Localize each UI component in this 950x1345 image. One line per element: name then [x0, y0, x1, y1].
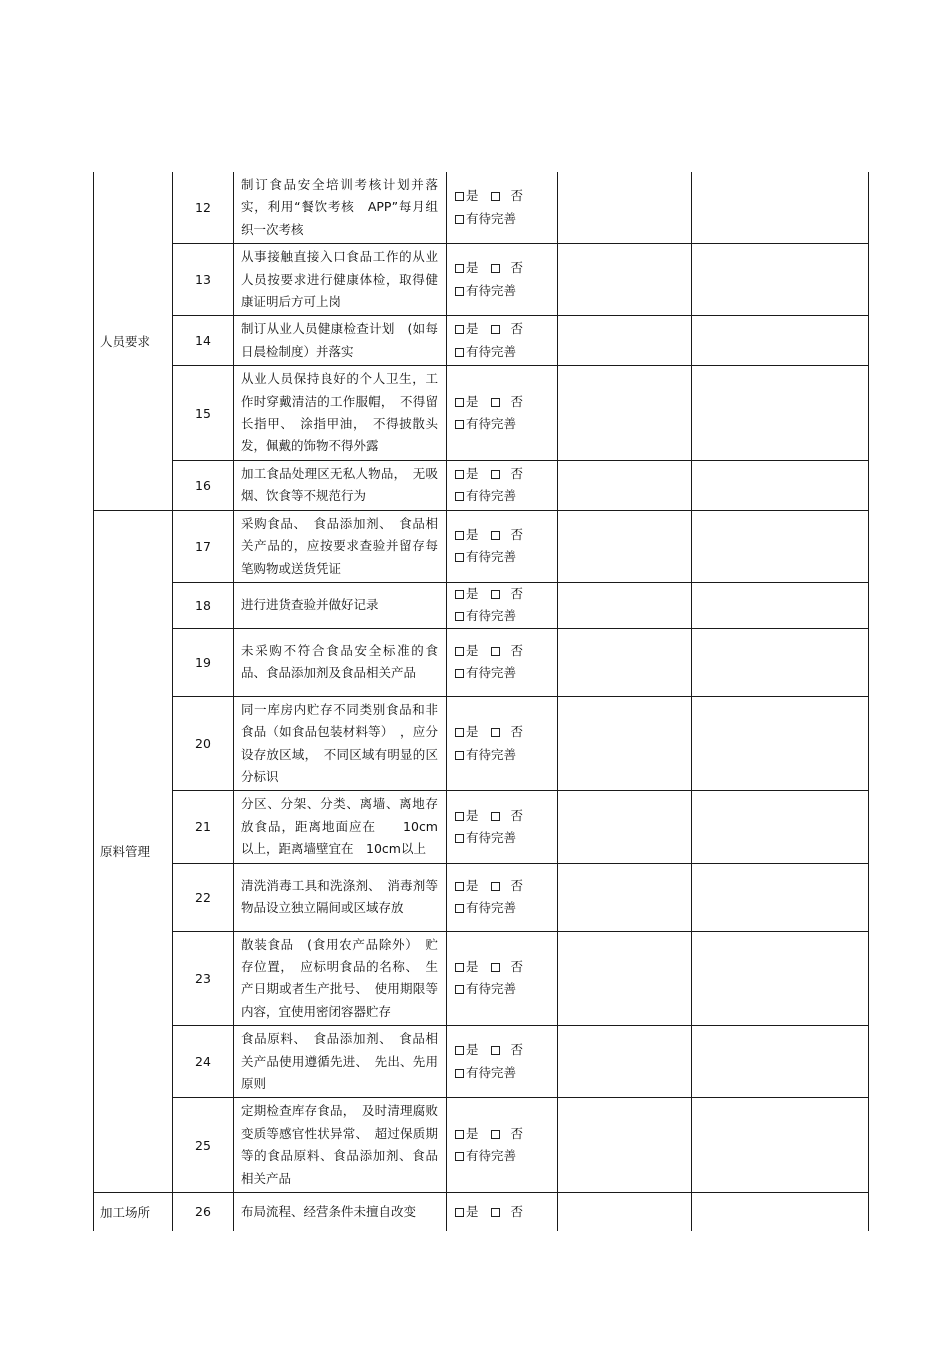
item-text: 从业人员保持良好的个人卫生，工作时穿戴清洁的工作服帽， 不得留长指甲、 涂指甲油， 不得披散头发，佩戴的饰物不得外露	[234, 366, 447, 461]
improve-checkbox[interactable]	[455, 348, 464, 357]
options-cell: 是 否 有待完善	[447, 244, 558, 316]
improve-checkbox[interactable]	[455, 985, 464, 994]
item-number: 16	[173, 460, 234, 510]
yes-checkbox[interactable]	[455, 325, 464, 334]
no-checkbox[interactable]	[491, 264, 500, 273]
options-cell: 是 否 有待完善	[447, 316, 558, 366]
blank-cell	[692, 244, 869, 316]
blank-cell	[558, 1026, 692, 1098]
blank-cell	[692, 1098, 869, 1193]
improve-checkbox[interactable]	[455, 751, 464, 760]
options-cell: 是 否 有待完善	[447, 460, 558, 510]
yes-checkbox[interactable]	[455, 264, 464, 273]
blank-cell	[692, 863, 869, 931]
improve-checkbox[interactable]	[455, 420, 464, 429]
blank-cell	[692, 510, 869, 582]
item-text: 散装食品 (食用农产品除外） 贮存位置， 应标明食品的名称、 生产日期或者生产批号、 使用期限等内容，宜使用密闭容器贮存	[234, 931, 447, 1026]
item-text: 分区、分架、分类、离墙、离地存放食品，距离地面应在 10cm以上，距离墙壁宜在 10cm以上	[234, 791, 447, 863]
table-row	[94, 791, 869, 863]
options-cell: 是 否 有待完善	[447, 863, 558, 931]
table-row	[94, 172, 869, 244]
item-number: 24	[173, 1026, 234, 1098]
table-row	[94, 696, 869, 791]
blank-cell	[558, 696, 692, 791]
table-row	[94, 628, 869, 696]
table-row	[94, 244, 869, 316]
no-checkbox[interactable]	[491, 882, 500, 891]
category-cell: 原料管理	[94, 510, 173, 1192]
improve-checkbox[interactable]	[455, 612, 464, 621]
item-text: 从事接触直接入口食品工作的从业人员按要求进行健康体检，取得健康证明后方可上岗	[234, 244, 447, 316]
item-number: 26	[173, 1193, 234, 1231]
yes-checkbox[interactable]	[455, 963, 464, 972]
blank-cell	[692, 1193, 869, 1231]
blank-cell	[558, 628, 692, 696]
blank-cell	[558, 582, 692, 628]
blank-cell	[692, 931, 869, 1026]
blank-cell	[558, 244, 692, 316]
item-number: 17	[173, 510, 234, 582]
yes-checkbox[interactable]	[455, 470, 464, 479]
table-row	[94, 863, 869, 931]
yes-checkbox[interactable]	[455, 1208, 464, 1217]
item-text: 清洗消毒工具和洗涤剂、 消毒剂等物品设立独立隔间或区域存放	[234, 863, 447, 931]
yes-checkbox[interactable]	[455, 398, 464, 407]
options-cell: 是 否 有待完善	[447, 791, 558, 863]
item-number: 18	[173, 582, 234, 628]
options-cell: 是 否 有待完善	[447, 696, 558, 791]
options-cell: 是 否	[447, 1193, 558, 1231]
category-cell: 加工场所	[94, 1193, 173, 1231]
options-cell: 是 否 有待完善	[447, 1098, 558, 1193]
item-number: 25	[173, 1098, 234, 1193]
item-number: 13	[173, 244, 234, 316]
table-row	[94, 510, 869, 582]
table-row	[94, 1026, 869, 1098]
item-number: 21	[173, 791, 234, 863]
item-number: 19	[173, 628, 234, 696]
item-text: 定期检查库存食品， 及时清理腐败变质等感官性状异常、 超过保质期等的食品原料、食品添加剂、食品相关产品	[234, 1098, 447, 1193]
item-text: 未采购不符合食品安全标准的食品、食品添加剂及食品相关产品	[234, 628, 447, 696]
options-cell: 是 否 有待完善	[447, 510, 558, 582]
yes-checkbox[interactable]	[455, 531, 464, 540]
item-number: 22	[173, 863, 234, 931]
table-row	[94, 460, 869, 510]
no-checkbox[interactable]	[491, 812, 500, 821]
table-row	[94, 1098, 869, 1193]
yes-checkbox[interactable]	[455, 812, 464, 821]
options-cell: 是 否 有待完善	[447, 582, 558, 628]
improve-checkbox[interactable]	[455, 492, 464, 501]
blank-cell	[558, 460, 692, 510]
improve-checkbox[interactable]	[455, 834, 464, 843]
yes-checkbox[interactable]	[455, 192, 464, 201]
options-cell: 是 否 有待完善	[447, 1026, 558, 1098]
blank-cell	[692, 582, 869, 628]
table-row	[94, 582, 869, 628]
blank-cell	[692, 791, 869, 863]
no-checkbox[interactable]	[491, 531, 500, 540]
category-cell: 人员要求	[94, 172, 173, 510]
improve-checkbox[interactable]	[455, 215, 464, 224]
blank-cell	[558, 1193, 692, 1231]
options-cell: 是 否 有待完善	[447, 172, 558, 244]
blank-cell	[692, 172, 869, 244]
checklist-table	[93, 172, 869, 1231]
item-text: 同一库房内贮存不同类别食品和非食品（如食品包装材料等） ，应分设存放区域， 不同区域有明显的区分标识	[234, 696, 447, 791]
no-checkbox[interactable]	[491, 1130, 500, 1139]
no-checkbox[interactable]	[491, 590, 500, 599]
blank-cell	[558, 931, 692, 1026]
improve-checkbox[interactable]	[455, 1069, 464, 1078]
item-number: 14	[173, 316, 234, 366]
item-text: 采购食品、 食品添加剂、 食品相关产品的，应按要求查验并留存每笔购物或送货凭证	[234, 510, 447, 582]
blank-cell	[692, 628, 869, 696]
item-text: 制订食品安全培训考核计划并落实，利用“餐饮考核 APP”每月组织一次考核	[234, 172, 447, 244]
table-row	[94, 1193, 869, 1231]
yes-checkbox[interactable]	[455, 647, 464, 656]
no-checkbox[interactable]	[491, 1208, 500, 1217]
item-text: 食品原料、 食品添加剂、 食品相关产品使用遵循先进、 先出、先用原则	[234, 1026, 447, 1098]
blank-cell	[558, 316, 692, 366]
item-text: 布局流程、经营条件未擅自改变	[234, 1193, 447, 1231]
yes-checkbox[interactable]	[455, 1130, 464, 1139]
yes-checkbox[interactable]	[455, 882, 464, 891]
no-checkbox[interactable]	[491, 398, 500, 407]
no-checkbox[interactable]	[491, 728, 500, 737]
item-number: 23	[173, 931, 234, 1026]
item-text: 制订从业人员健康检查计划 (如每日晨检制度）并落实	[234, 316, 447, 366]
no-checkbox[interactable]	[491, 470, 500, 479]
improve-checkbox[interactable]	[455, 669, 464, 678]
blank-cell	[558, 366, 692, 461]
table-row	[94, 931, 869, 1026]
table-row	[94, 366, 869, 461]
blank-cell	[558, 791, 692, 863]
blank-cell	[692, 1026, 869, 1098]
blank-cell	[692, 460, 869, 510]
options-cell: 是 否 有待完善	[447, 628, 558, 696]
yes-checkbox[interactable]	[455, 590, 464, 599]
improve-checkbox[interactable]	[455, 904, 464, 913]
yes-checkbox[interactable]	[455, 728, 464, 737]
item-number: 20	[173, 696, 234, 791]
yes-checkbox[interactable]	[455, 1046, 464, 1055]
blank-cell	[558, 863, 692, 931]
improve-checkbox[interactable]	[455, 1152, 464, 1161]
improve-checkbox[interactable]	[455, 287, 464, 296]
no-checkbox[interactable]	[491, 963, 500, 972]
options-cell: 是 否 有待完善	[447, 366, 558, 461]
blank-cell	[558, 1098, 692, 1193]
item-text: 加工食品处理区无私人物品， 无吸烟、饮食等不规范行为	[234, 460, 447, 510]
no-checkbox[interactable]	[491, 325, 500, 334]
improve-checkbox[interactable]	[455, 553, 464, 562]
item-text: 进行进货查验并做好记录	[234, 582, 447, 628]
table-row	[94, 316, 869, 366]
item-number: 12	[173, 172, 234, 244]
item-number: 15	[173, 366, 234, 461]
no-checkbox[interactable]	[491, 647, 500, 656]
blank-cell	[692, 316, 869, 366]
blank-cell	[558, 510, 692, 582]
blank-cell	[692, 696, 869, 791]
no-checkbox[interactable]	[491, 1046, 500, 1055]
options-cell: 是 否 有待完善	[447, 931, 558, 1026]
blank-cell	[558, 172, 692, 244]
blank-cell	[692, 366, 869, 461]
no-checkbox[interactable]	[491, 192, 500, 201]
